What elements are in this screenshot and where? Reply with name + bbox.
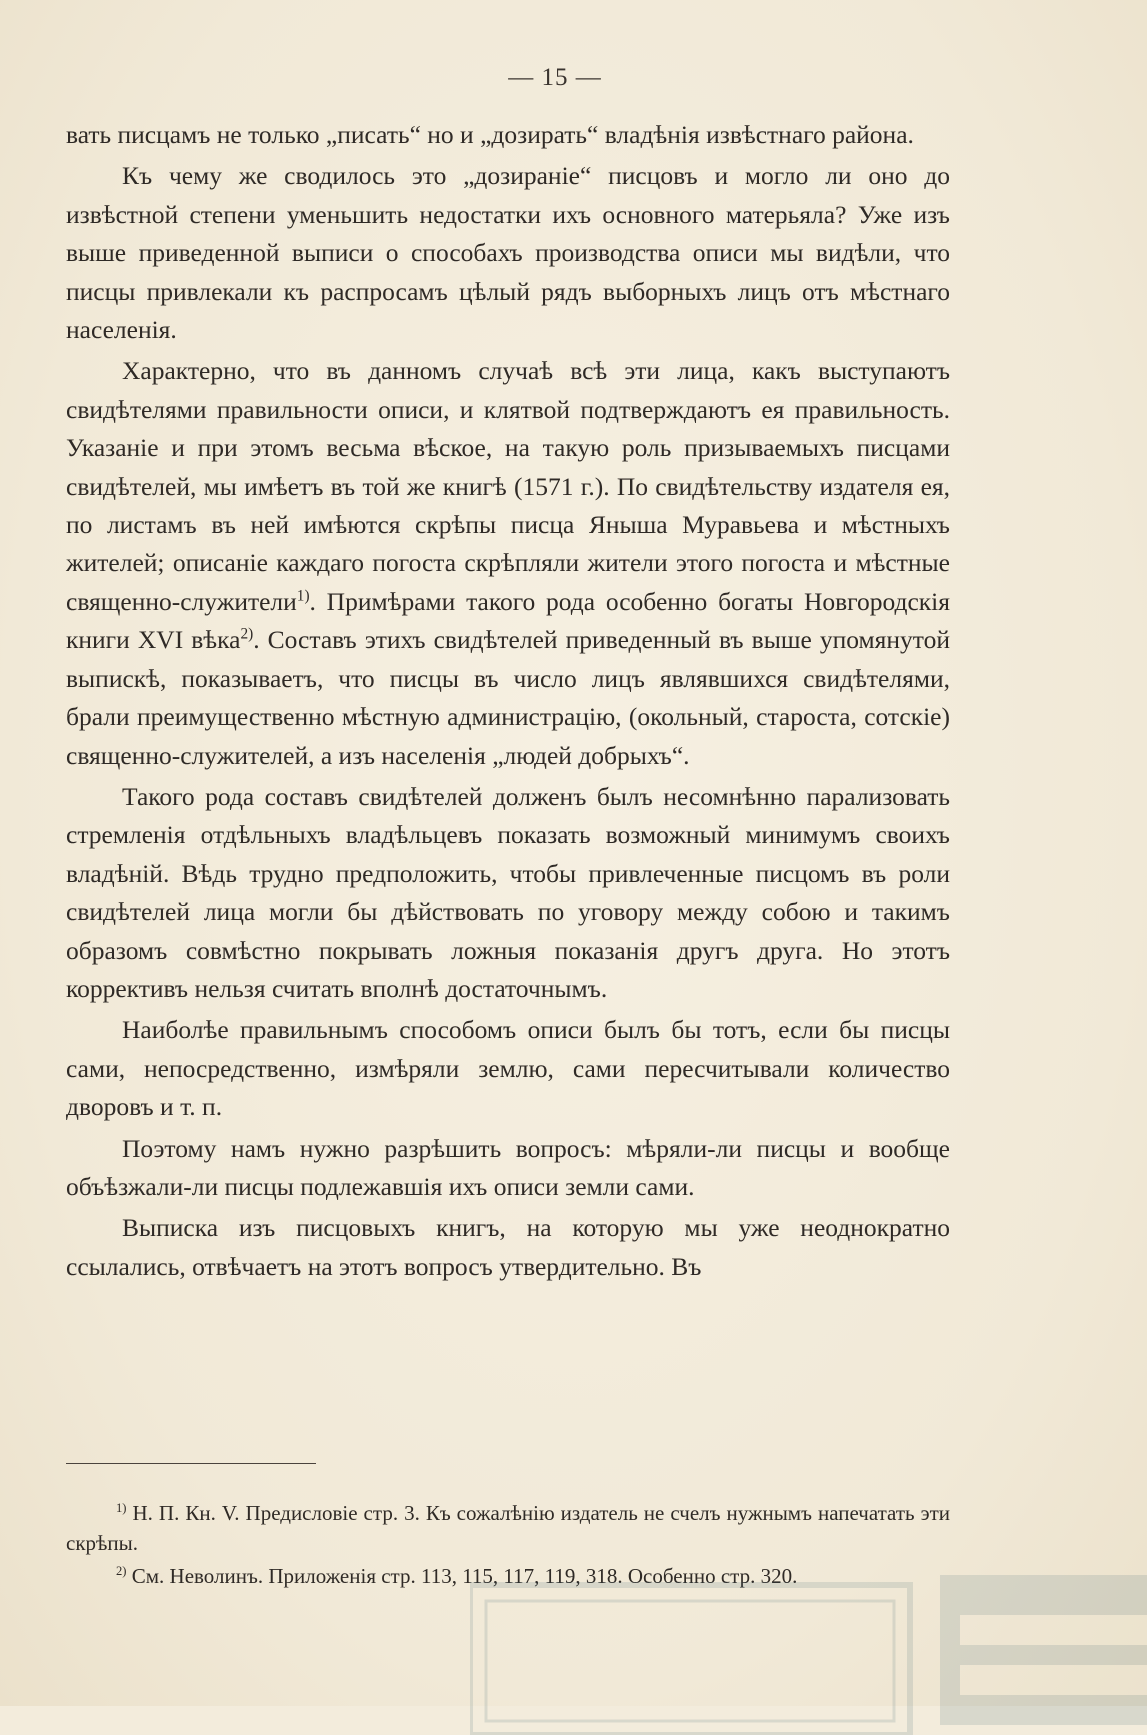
page-number: — 15 — bbox=[508, 64, 602, 91]
body-paragraph bbox=[66, 352, 950, 774]
footnote-reference[interactable]: 1) bbox=[296, 587, 310, 605]
paragraph-text: . Примѣрами такого рода особенно богаты Новгородскія книги XVI вѣка bbox=[66, 586, 950, 655]
paragraph-text: Къ чему же сводилось это „дозираніе“ писцовъ и могло ли оно до извѣстной степени уменьшить недостатки ихъ основного матерьяла? Уже изъ выше приведенной выписи о способахъ производства описи мы видѣли, что писцы привлекали къ распросамъ цѣлый рядъ выборныхъ лицъ отъ мѣстнаго населенія. bbox=[66, 161, 950, 345]
paragraph-text: Такого рода составъ свидѣтелей долженъ былъ несомнѣнно парализовать стремленія отдѣльныхъ владѣльцевъ показать возможный минимумъ своихъ владѣній. Вѣдь трудно предположить, чтобы привлеченные писцомъ въ роли свидѣтелей лица могли бы дѣйствовать по уговору между собою и такимъ образомъ совмѣстно покрывать ложныя показанія другъ друга. Но этотъ коррективъ нельзя считать вполнѣ достаточнымъ. bbox=[66, 781, 950, 1003]
body-paragraph bbox=[66, 1209, 950, 1286]
footnote-divider bbox=[66, 1463, 316, 1464]
paragraph-text: . Составъ этихъ свидѣтелей приведенный въ выше упомянутой выпискѣ, показываетъ, что писцы въ число лицъ являвшихся свидѣтелями, брали преимущественно мѣстную администрацію, (окольный, староста, сотскіе) священно-служителей, а изъ населенія „людей добрыхъ“. bbox=[66, 625, 950, 770]
body-paragraph bbox=[66, 116, 950, 154]
footnote-reference[interactable]: 2) bbox=[240, 625, 254, 643]
body-paragraph bbox=[66, 157, 950, 349]
footnote-marker: 1) bbox=[116, 1501, 127, 1515]
body-paragraph bbox=[66, 1130, 950, 1207]
footnote bbox=[66, 1498, 950, 1558]
footnote-text: Н. П. Кн. V. Предисловіе стр. 3. Къ сожалѣнію издатель не счелъ нужнымъ напечатать эти скрѣпы. bbox=[66, 1501, 951, 1555]
body-paragraph bbox=[66, 778, 950, 1008]
paragraph-text: Наиболѣе правильнымъ способомъ описи былъ бы тотъ, если бы писцы сами, непосредственно, измѣряли землю, сами пересчитывали количество дворовъ и т. п. bbox=[66, 1015, 950, 1122]
paragraph-text: Поэтому намъ нужно разрѣшить вопросъ: мѣряли-ли писцы и вообще объѣзжали-ли писцы подлежавшія ихъ описи земли сами. bbox=[66, 1133, 950, 1201]
paragraph-text: Характерно, что въ данномъ случаѣ всѣ эти лица, какъ выступаютъ свидѣтелями правильности описи, и клятвой подтверждаютъ ея правильность. Указаніе и при этомъ весьма вѣское, на такую роль призываемыхъ писцами свидѣтелей, мы имѣетъ въ той же книгѣ (1571 г.). По свидѣтельству издателя ея, по листамъ въ ней имѣются скрѣпы писца Яныша Муравьева и мѣстныхъ жителей; описаніе каждаго погоста скрѣпляли жители этого погоста и мѣстные священно-служители bbox=[66, 356, 950, 616]
footnote-text: См. Неволинъ. Приложенія стр. 113, 115, 117, 119, 318. Особенно стр. 320. bbox=[131, 1564, 798, 1588]
paragraph-text: Выписка изъ писцовыхъ книгъ, на которую мы уже неоднократно ссылались, отвѣчаетъ на этотъ вопросъ утвердительно. Въ bbox=[66, 1213, 950, 1281]
body-text bbox=[66, 116, 950, 1286]
footnote-marker: 2) bbox=[116, 1564, 127, 1578]
body-paragraph bbox=[66, 1011, 950, 1126]
library-stamp-watermark bbox=[470, 1575, 1147, 1735]
paragraph-text: вать писцамъ не только „писать“ но и „дозирать“ владѣнія извѣстнаго района. bbox=[66, 120, 914, 149]
